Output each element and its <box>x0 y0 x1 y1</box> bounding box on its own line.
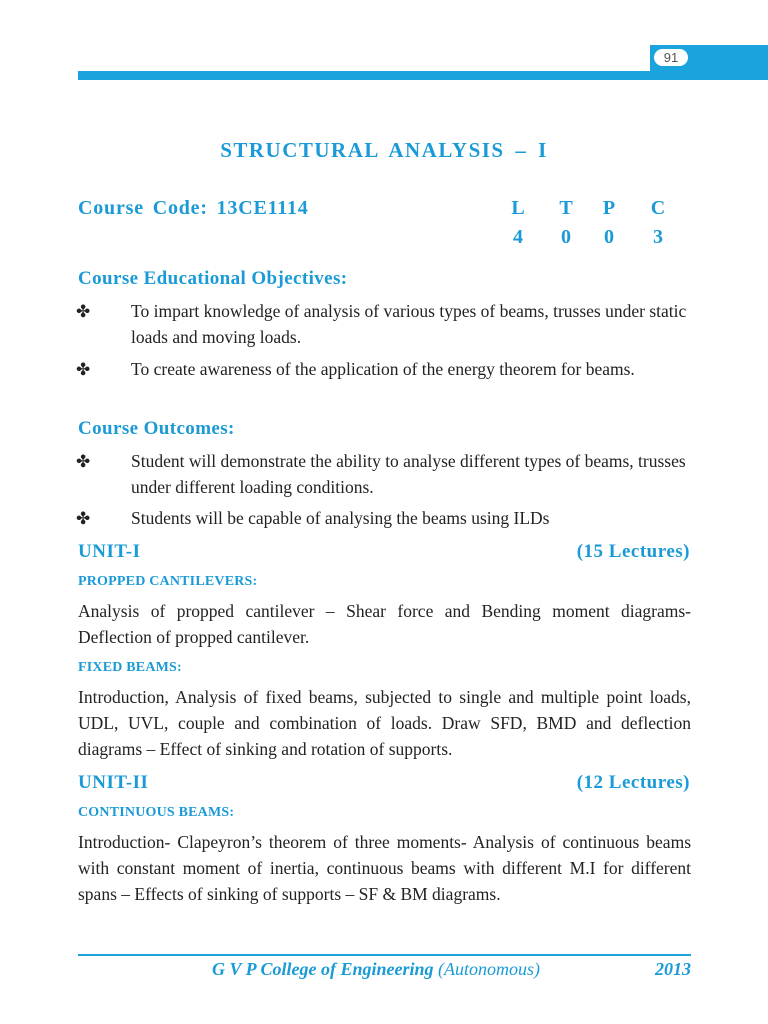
ltpc-header-p: P <box>602 197 616 219</box>
bullet-icon: ✤ <box>76 302 91 321</box>
unit-1-lectures: (15 Lectures) <box>576 541 690 562</box>
bullet-icon: ✤ <box>76 509 91 528</box>
continuous-beams-heading: CONTINUOUS BEAMS: <box>78 805 235 820</box>
bullet-icon: ✤ <box>76 452 91 471</box>
ltpc-value-l: 4 <box>513 226 523 248</box>
objective-item: To create awareness of the application of the energy theorem for beams. <box>131 359 635 379</box>
page-title: STRUCTURAL ANALYSIS – I <box>220 138 548 162</box>
footer-autonomous: (Autonomous) <box>438 959 541 979</box>
ltpc-header-t: T <box>559 197 573 219</box>
fixed-beams-text: Introduction, Analysis of fixed beams, subjected to single and multiple point loads, UDL, UVL, couple and combination of loads. Draw SFD, BMD and deflection diagrams – Effect of sinking and rotation of supports. <box>78 687 691 759</box>
unit-1-title: UNIT-I <box>78 541 141 562</box>
header-rule <box>78 71 768 80</box>
footer-college-name: G V P College of Engineering <box>212 959 434 979</box>
propped-cantilevers-text: Analysis of propped cantilever – Shear force and Bending moment diagrams-Deflection of propped cantilever. <box>78 601 691 647</box>
ltpc-value-t: 0 <box>561 226 571 248</box>
continuous-beams-text: Introduction- Clapeyron’s theorem of three moments- Analysis of continuous beams with constant moment of inertia, continuous beams with different M.I for different spans – Effects of sinking of supports – SF & BM diagrams. <box>78 832 691 904</box>
ltpc-header-c: C <box>650 197 666 219</box>
footer-college <box>212 959 540 980</box>
course-code: Course Code: 13CE1114 <box>78 197 309 219</box>
objective-item: To impart knowledge of analysis of various types of beams, trusses under static loads and moving loads. <box>131 301 687 347</box>
outcome-item: Students will be capable of analysing the beams using ILDs <box>131 508 550 528</box>
ltpc-header-l: L <box>511 197 525 219</box>
outcome-item: Student will demonstrate the ability to analyse different types of beams, trusses under different loading conditions. <box>131 451 686 497</box>
ltpc-value-c: 3 <box>653 226 663 248</box>
objectives-heading: Course Educational Objectives: <box>78 268 348 289</box>
bullet-icon: ✤ <box>76 360 91 379</box>
unit-2-lectures: (12 Lectures) <box>576 772 690 793</box>
page-number: 91 <box>654 49 688 66</box>
ltpc-value-p: 0 <box>604 226 614 248</box>
unit-2-title: UNIT-II <box>78 772 149 793</box>
outcomes-heading: Course Outcomes: <box>78 418 235 439</box>
propped-cantilevers-heading: PROPPED CANTILEVERS: <box>78 574 258 589</box>
footer-rule <box>78 954 691 956</box>
footer-year: 2013 <box>655 959 691 979</box>
fixed-beams-heading: FIXED BEAMS: <box>78 660 182 675</box>
